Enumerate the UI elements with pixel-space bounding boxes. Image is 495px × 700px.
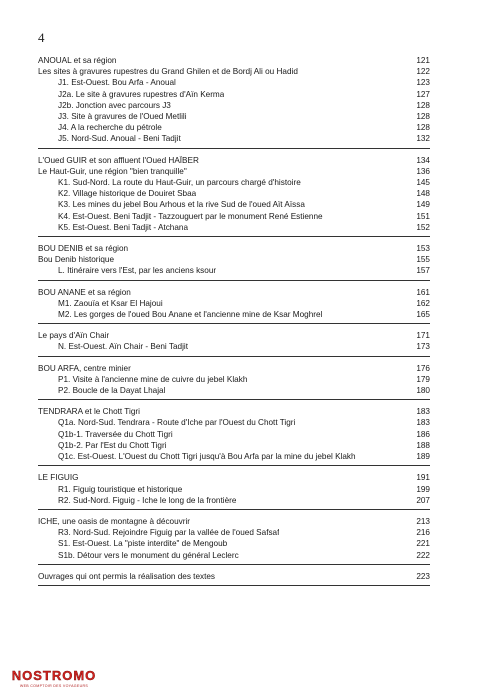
toc-subentry xyxy=(38,495,430,506)
entry-title: BOU DENIB et sa région xyxy=(38,244,129,254)
entry-page: 222 xyxy=(416,550,430,560)
toc-subentry xyxy=(38,188,430,199)
entry-title: TENDRARA et le Chott Tigri xyxy=(38,407,140,417)
toc-entry xyxy=(38,330,430,341)
entry-title: Les sites à gravures rupestres du Grand Ghilen et de Bordj Ali ou Hadid xyxy=(38,67,298,77)
entry-page: 157 xyxy=(416,266,430,276)
entry-title: R1. Figuig touristique et historique xyxy=(58,484,183,494)
entry-page: 128 xyxy=(416,112,430,122)
entry-page: 134 xyxy=(416,155,430,165)
toc-subentry xyxy=(38,550,430,561)
toc-subentry xyxy=(38,451,430,462)
entry-page: 149 xyxy=(416,200,430,210)
toc-subentry xyxy=(38,385,430,396)
toc-subentry xyxy=(38,77,430,88)
toc-subentry xyxy=(38,222,430,233)
entry-page: 165 xyxy=(416,310,430,320)
entry-page: 180 xyxy=(416,386,430,396)
logo-tagline: WEB COMPTOIR DES VOYAGEURS xyxy=(19,684,89,688)
entry-title: J4. A la recherche du pétrole xyxy=(58,123,162,133)
toc-entry xyxy=(38,571,430,582)
toc-section xyxy=(38,55,430,149)
entry-page: 128 xyxy=(416,123,430,133)
toc-section xyxy=(38,363,430,401)
entry-page: 121 xyxy=(416,56,430,65)
entry-title: BOU ARFA, centre minier xyxy=(38,363,131,373)
entry-title: ANOUAL et sa région xyxy=(38,56,117,65)
entry-title: ICHE, une oasis de montagne à découvrir xyxy=(38,516,191,526)
toc-subentry xyxy=(38,309,430,320)
entry-page: 191 xyxy=(416,473,430,483)
toc-entry xyxy=(38,406,430,417)
toc-subentry xyxy=(38,199,430,210)
toc-section xyxy=(38,472,430,510)
toc-subentry xyxy=(38,122,430,133)
logo-name: NOSTROMO xyxy=(11,668,97,683)
toc-subentry xyxy=(38,111,430,122)
entry-page: 151 xyxy=(416,211,430,221)
toc-subentry xyxy=(38,527,430,538)
toc-section xyxy=(38,287,430,325)
entry-title: L. Itinéraire vers l'Est, par les anciens ksour xyxy=(58,266,217,276)
entry-page: 136 xyxy=(416,166,430,176)
entry-title: R3. Nord-Sud. Rejoindre Figuig par la vallée de l'oued Safsaf xyxy=(58,528,280,538)
entry-title: K2. Village historique de Douiret Sbaa xyxy=(58,189,197,199)
toc-subentry xyxy=(38,538,430,549)
toc-subentry xyxy=(38,265,430,276)
entry-title: Bou Denib historique xyxy=(38,255,115,265)
toc-subentry xyxy=(38,484,430,495)
toc-entry xyxy=(38,287,430,298)
entry-page: 162 xyxy=(416,298,430,308)
entry-title: BOU ANANE et sa région xyxy=(38,287,131,297)
entry-title: Q1b-1. Traversée du Chott Tigri xyxy=(58,429,173,439)
entry-page: 122 xyxy=(416,67,430,77)
toc-section xyxy=(38,516,430,565)
entry-title: K4. Est-Ouest. Beni Tadjit - Tazzouguert par le monument René Estienne xyxy=(58,211,323,221)
entry-title: J1. Est-Ouest. Bou Arfa - Anoual xyxy=(58,78,176,88)
toc-section xyxy=(38,243,430,281)
entry-page: 179 xyxy=(416,374,430,384)
entry-page: 213 xyxy=(416,516,430,526)
entry-page: 216 xyxy=(416,528,430,538)
entry-title: J2a. Le site à gravures rupestres d'Aïn Kerma xyxy=(58,89,225,99)
toc-subentry xyxy=(38,89,430,100)
toc-subentry xyxy=(38,429,430,440)
toc-section xyxy=(38,330,430,356)
entry-page: 153 xyxy=(416,244,430,254)
entry-page: 128 xyxy=(416,100,430,110)
entry-title: J2b. Jonction avec parcours J3 xyxy=(58,100,171,110)
entry-title: Q1c. Est-Ouest. L'Ouest du Chott Tigri jusqu'à Bou Arfa par la mine du jebel Klakh xyxy=(58,452,356,462)
toc-entry xyxy=(38,166,430,177)
entry-title: Q1b-2. Par l'Est du Chott Tigri xyxy=(58,440,167,450)
entry-title: J5. Nord-Sud. Anoual - Beni Tadjit xyxy=(58,134,181,144)
entry-title: Le pays d'Aïn Chair xyxy=(38,331,110,341)
entry-page: 183 xyxy=(416,418,430,428)
entry-page: 161 xyxy=(416,287,430,297)
entry-title: K5. Est-Ouest. Beni Tadjit - Atchana xyxy=(58,222,189,232)
entry-page: 152 xyxy=(416,222,430,232)
entry-page: 145 xyxy=(416,178,430,188)
entry-page: 171 xyxy=(416,331,430,341)
entry-title: Q1a. Nord-Sud. Tendrara - Route d'Iche par l'Ouest du Chott Tigri xyxy=(58,418,296,428)
entry-title: K1. Sud-Nord. La route du Haut-Guir, un parcours chargé d'histoire xyxy=(58,178,301,188)
entry-page: 127 xyxy=(416,89,430,99)
toc-section xyxy=(38,406,430,466)
toc-subentry xyxy=(38,177,430,188)
toc-subentry xyxy=(38,341,430,352)
entry-title: S1. Est-Ouest. La "piste interdite" de Mengoub xyxy=(58,539,228,549)
toc-entry xyxy=(38,66,430,77)
entry-page: 183 xyxy=(416,407,430,417)
table-of-contents xyxy=(38,55,430,592)
toc-entry xyxy=(38,363,430,374)
toc-entry xyxy=(38,516,430,527)
entry-title: Le Haut-Guir, une région "bien tranquille" xyxy=(38,166,187,176)
toc-subentry xyxy=(38,440,430,451)
toc-subentry xyxy=(38,100,430,111)
entry-page: 132 xyxy=(416,134,430,144)
toc-entry xyxy=(38,472,430,483)
entry-title: M2. Les gorges de l'oued Bou Anane et l'ancienne mine de Ksar Moghrel xyxy=(58,310,323,320)
toc-subentry xyxy=(38,374,430,385)
entry-title: P2. Boucle de la Dayat Lhajal xyxy=(58,386,166,396)
entry-page: 221 xyxy=(416,539,430,549)
entry-title: P1. Visite à l'ancienne mine de cuivre du jebel Klakh xyxy=(58,374,248,384)
toc-subentry xyxy=(38,298,430,309)
toc-entry xyxy=(38,155,430,166)
entry-page: 199 xyxy=(416,484,430,494)
entry-page: 123 xyxy=(416,78,430,88)
toc-section xyxy=(38,155,430,237)
toc-subentry xyxy=(38,211,430,222)
entry-title: K3. Les mines du jebel Bou Arhous et la rive Sud de l'oued Aït Aïssa xyxy=(58,200,305,210)
entry-title: L'Oued GUIR et son affluent l'Oued HAÏBER xyxy=(38,155,199,165)
entry-title: J3. Site à gravures de l'Oued Metlili xyxy=(58,112,187,122)
entry-title: S1b. Détour vers le monument du général Leclerc xyxy=(58,550,239,560)
entry-page: 148 xyxy=(416,189,430,199)
nostromo-logo xyxy=(4,668,104,700)
toc-entry xyxy=(38,254,430,265)
entry-title: Ouvrages qui ont permis la réalisation des textes xyxy=(38,571,216,581)
entry-page: 155 xyxy=(416,255,430,265)
toc-subentry xyxy=(38,133,430,144)
toc-section xyxy=(38,571,430,586)
toc-entry xyxy=(38,55,430,66)
entry-page: 223 xyxy=(416,571,430,581)
entry-title: R2. Sud-Nord. Figuig - Iche le long de la frontière xyxy=(58,495,237,505)
entry-page: 207 xyxy=(416,495,430,505)
entry-title: N. Est-Ouest. Aïn Chair - Beni Tadjit xyxy=(58,342,188,352)
entry-page: 188 xyxy=(416,440,430,450)
entry-page: 176 xyxy=(416,363,430,373)
entry-title: M1. Zaouïa et Ksar El Hajoui xyxy=(58,298,163,308)
toc-subentry xyxy=(38,417,430,428)
toc-entry xyxy=(38,243,430,254)
entry-page: 173 xyxy=(416,342,430,352)
page-number: 4 xyxy=(38,30,45,45)
entry-title: LE FIGUIG xyxy=(38,473,79,483)
entry-page: 189 xyxy=(416,452,430,462)
entry-page: 186 xyxy=(416,429,430,439)
